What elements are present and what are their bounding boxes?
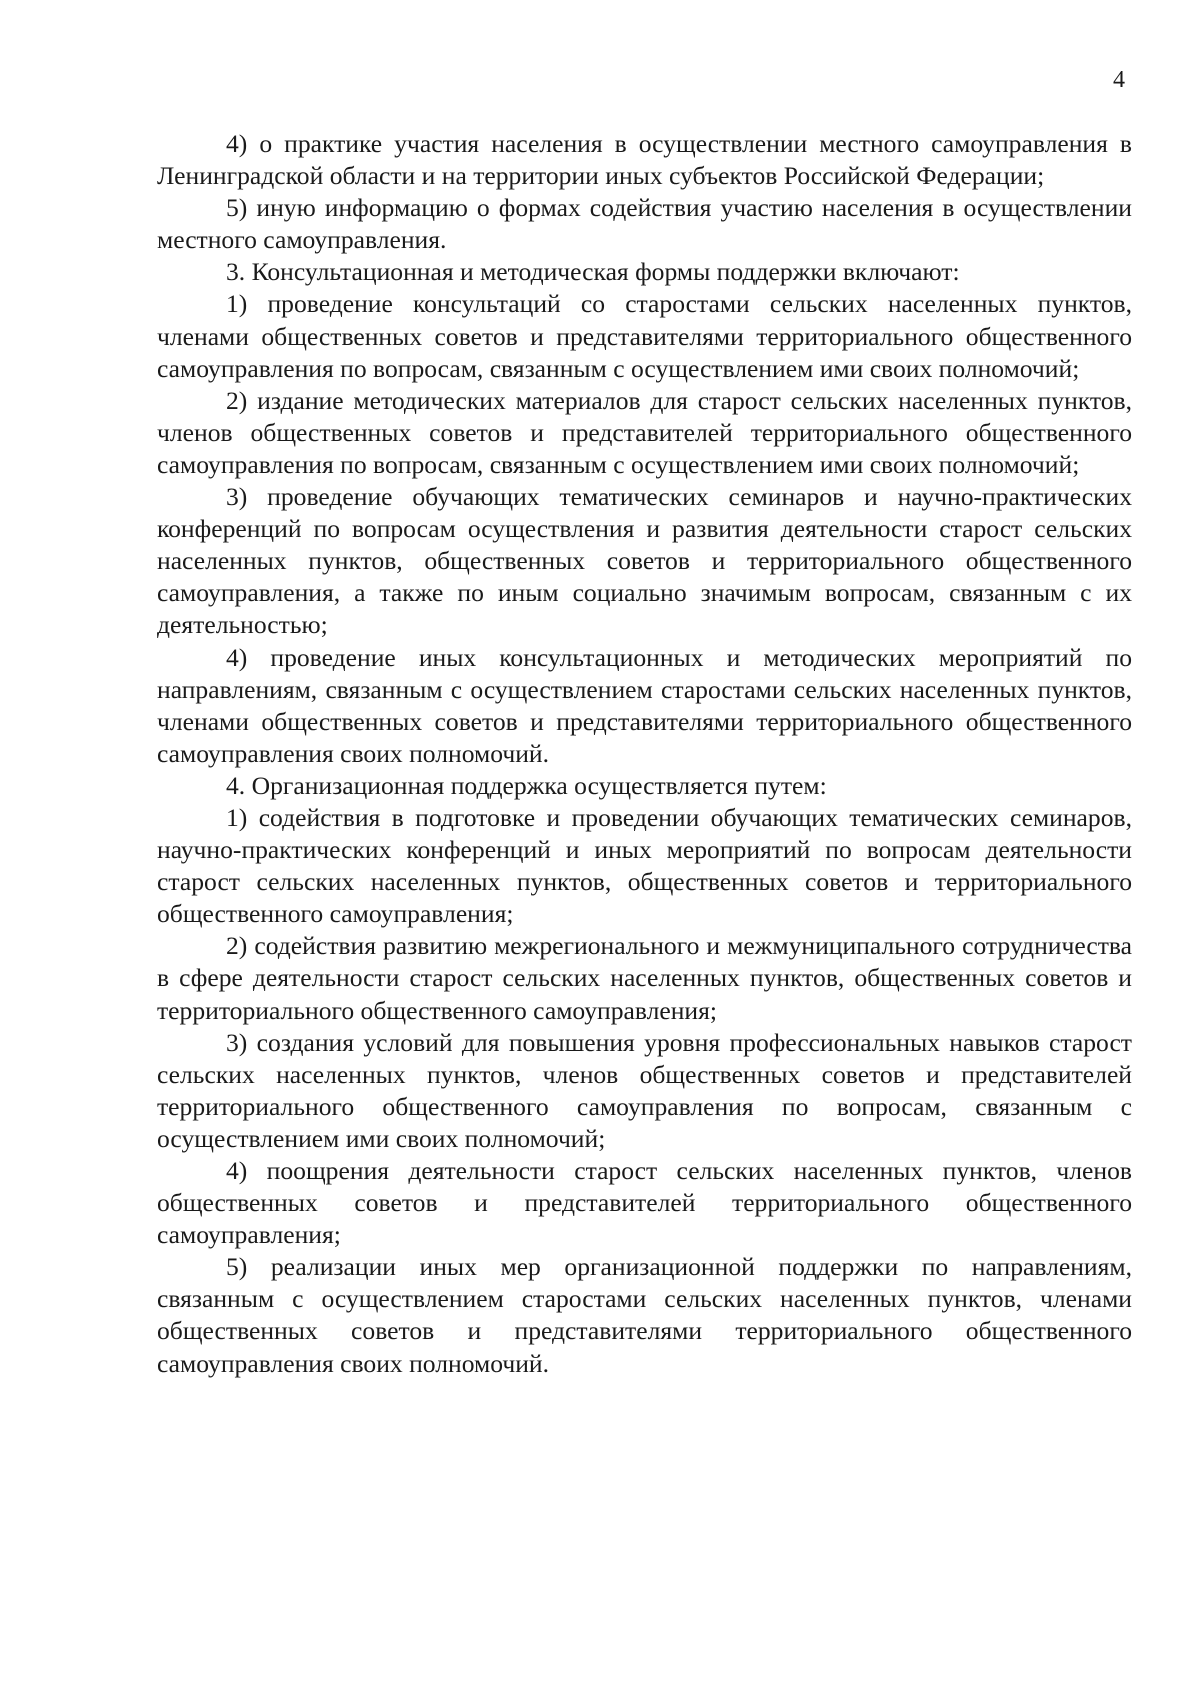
document-body [157,128,1132,1380]
list-item-other-activities: 4) проведение иных консультационных и методических мероприятий по направлениям, связанным с осуществлением старостами сельских населенных пунктов, членами общественных советов и представителями территориального общественного самоуправления своих полномочий. [157,642,1132,768]
paragraph-other-info: 5) иную информацию о формах содействия участию населения в осуществлении местного самоуправления. [157,193,1132,255]
list-item-encouragement: 4) поощрения деятельности старост сельских населенных пунктов, членов общественных советов и представителей территориального общественного самоуправления; [157,1156,1132,1250]
list-item-seminar-assistance: 1) содействия в подготовке и проведении обучающих тематических семинаров, научно-практических конференций и иных мероприятий по вопросам деятельности старост сельских населенных пунктов, общественных советов и территориального общественного самоуправления; [157,802,1132,929]
list-item-methodical-materials: 2) издание методических материалов для старост сельских населенных пунктов, членов общественных советов и представителей территориального общественного самоуправления по вопросам, связанным с осуществлением ими своих полномочий; [157,385,1132,479]
section-3-heading: 3. Консультационная и методическая формы поддержки включают: [226,257,960,287]
list-item-seminars: 3) проведение обучающих тематических семинаров и научно-практических конференций по вопросам осуществления и развития деятельности старост сельских населенных пунктов, общественных советов и территориального общественного самоуправления, а также по иным социально значимым вопросам, связанным с их деятельностью; [157,482,1132,640]
page-number: 4 [1113,67,1125,93]
list-item-skills: 3) создания условий для повышения уровня профессиональных навыков старост сельских населенных пунктов, членов общественных советов и представителей территориального общественного самоуправления по вопросам, связанным с осуществлением ими своих полномочий; [157,1027,1132,1153]
list-item-consultations: 1) проведение консультаций со старостами сельских населенных пунктов, членами общественных советов и представителями территориального общественного самоуправления по вопросам, связанным с осуществлением ими своих полномочий; [157,289,1132,383]
paragraph-practice-info: 4) о практике участия населения в осуществлении местного самоуправления в Ленинградской области и на территории иных субъектов Российской Федерации; [157,129,1132,191]
list-item-cooperation: 2) содействия развитию межрегионального и межмуниципального сотрудничества в сфере деятельности старост сельских населенных пунктов, общественных советов и территориального общественного самоуправления; [157,931,1132,1025]
list-item-other-measures: 5) реализации иных мер организационной поддержки по направлениям, связанным с осуществлением старостами сельских населенных пунктов, членами общественных советов и представителями территориального общественного самоуправления своих полномочий. [157,1252,1132,1378]
section-4-heading: 4. Организационная поддержка осуществляется путем: [226,770,827,800]
